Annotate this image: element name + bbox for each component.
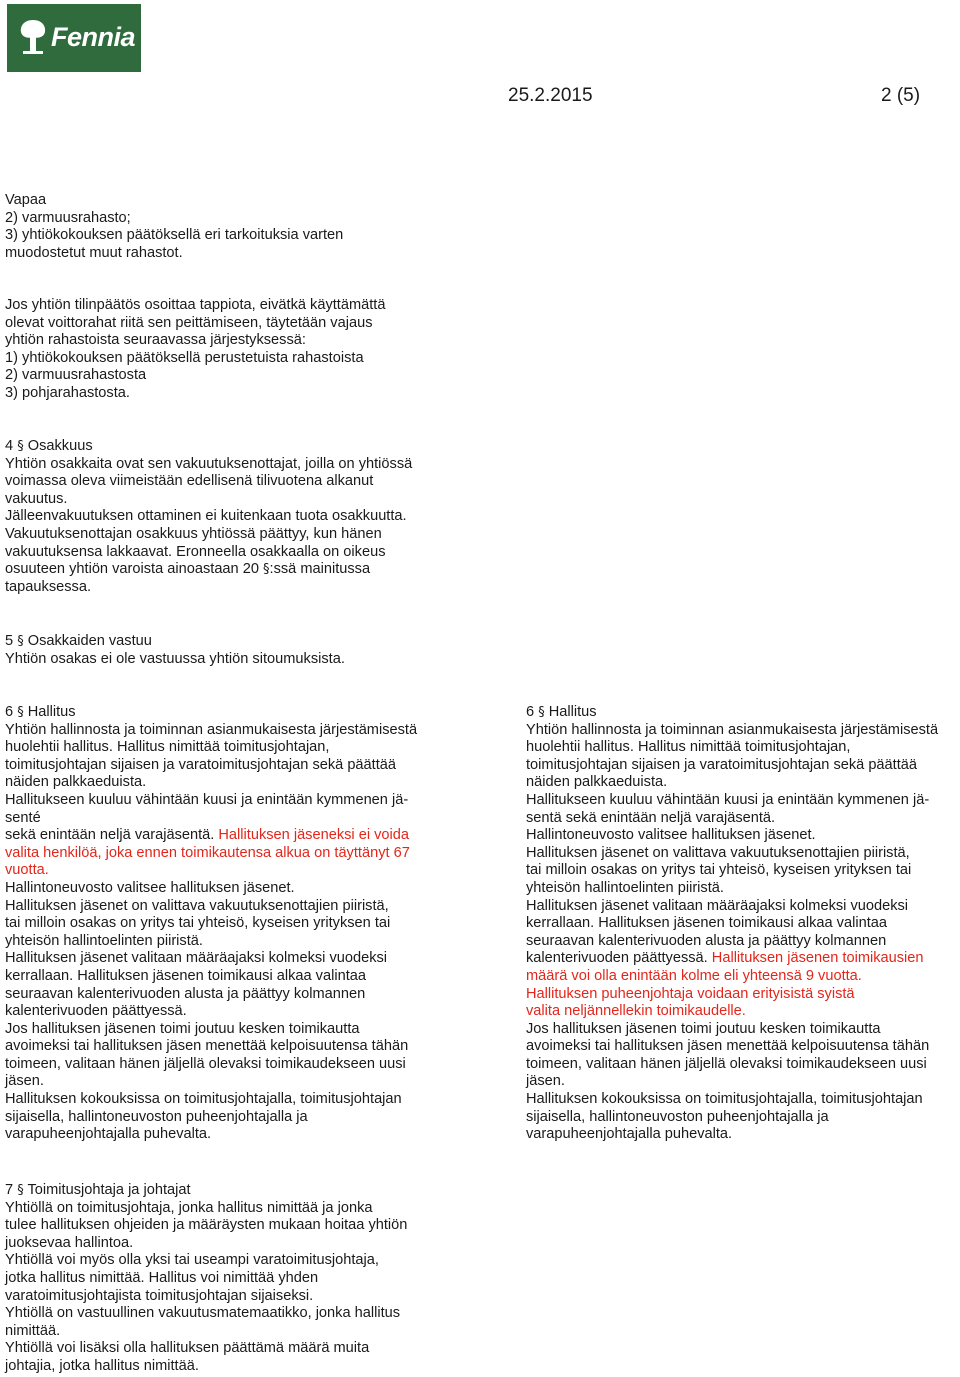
text-line: näiden palkkaeduista. (526, 774, 668, 791)
text-line: toimitusjohtajan sijaisen ja varatoimitusjohtajan sekä päättää (526, 756, 918, 773)
text-line: Jos hallituksen jäsenen toimi joutuu kesken toimikautta (526, 1020, 881, 1037)
text-line: olevat voittorahat riitä sen peittämiseen, täytetään vajaus (5, 314, 373, 331)
text-line: sijaisella, hallintoneuvoston puheenjohtajalla ja (5, 1108, 308, 1125)
text-line: varapuheenjohtajalla puhevalta. (5, 1126, 212, 1143)
text-line: Hallintoneuvosto valitsee hallituksen jäsenet. (526, 827, 816, 844)
text-line: 3) pohjarahastosta. (5, 384, 130, 401)
text-line: sekä enintään neljä varajäsentä. Hallituksen jäseneksi ei voida (5, 827, 410, 844)
page-number: 2 (5) (881, 85, 921, 106)
text-line: avoimeksi tai hallituksen jäsen menettää kelpoisuutensa tähän (526, 1038, 930, 1055)
text-line: toimeen, valitaan hänen jäljellä olevaksi toimikaudekseen uusi (526, 1055, 927, 1072)
text-line: tai milloin osakas on yritys tai yhteisö, kyseisen yrityksen tai (526, 862, 912, 879)
text-line: Hallituksen jäsenet valitaan määräajaksi kolmeksi vuodeksi (5, 950, 388, 967)
text-line: sentä sekä enintään neljä varajäsentä. (526, 809, 776, 826)
text-line: toimeen, valitaan hänen jäljellä olevaksi toimikaudekseen uusi (5, 1055, 406, 1072)
section-sign-icon: § (538, 705, 545, 720)
text-line: kerrallaan. Hallituksen jäsenen toimikausi alkaa valintaa (526, 915, 887, 932)
section-sign-icon: § (263, 562, 270, 578)
text-line: juoksevaa hallintoa. (5, 1234, 134, 1251)
text-line: yhtiön rahastoista seuraavassa järjestyksessä: (5, 332, 306, 349)
text-line: Jälleenvakuutuksen ottaminen ei kuitenkaan tuota osakkuutta. (5, 508, 407, 525)
text-line: 2) varmuusrahasto; (5, 209, 131, 226)
text-line: Jos yhtiön tilinpäätös osoittaa tappiota, eivätkä käyttämättä (5, 297, 386, 313)
section-sign-icon: § (17, 439, 24, 454)
text-line: varatoimitusjohtajista toimitusjohtajan sijaiseksi. (5, 1287, 314, 1304)
text-line: vakuutus. (5, 490, 68, 507)
text-line: avoimeksi tai hallituksen jäsen menettää kelpoisuutensa tähän (5, 1038, 409, 1055)
section-4 (5, 438, 412, 596)
text-line: sijaisella, hallintoneuvoston puheenjohtajalla ja (526, 1108, 829, 1125)
text-line: näiden palkkaeduista. (5, 774, 147, 791)
section-5 (5, 633, 345, 668)
text-line: Hallintoneuvosto valitsee hallituksen jäsenet. (5, 879, 295, 896)
text-line: varapuheenjohtajalla puhevalta. (526, 1126, 733, 1143)
section-7 (5, 1182, 407, 1376)
loss-block (5, 297, 385, 403)
text-line: tulee hallituksen ohjeiden ja määräysten mukaan hoitaa yhtiön (5, 1217, 408, 1234)
amended-text: valita neljännellekin toimikaudelle. (526, 1003, 746, 1020)
section-heading: 4 § Osakkuus (5, 438, 93, 454)
text-line: Vakuutuksenottajan osakkuus yhtiössä päättyy, kun hänen (5, 525, 382, 542)
amended-text: vuotta. (5, 862, 49, 879)
tree-icon (19, 18, 47, 56)
text-line: jotka hallitus nimittää. Hallitus voi nimittää yhden (5, 1269, 319, 1286)
text-line: yhteisön hallintoelinten piiristä. (526, 879, 724, 896)
amended-text: Hallituksen jäsenen toimikausien (711, 950, 924, 967)
text-line: Yhtiön hallinnosta ja toiminnan asianmukaisesta järjestämisestä (5, 721, 418, 738)
amended-text: valita henkilöä, joka ennen toimikautensa alkua on täyttänyt 67 (5, 844, 410, 861)
section-sign-icon: § (17, 1183, 24, 1198)
text-line: Hallituksen kokouksissa on toimitusjohtajalla, toimitusjohtajan (526, 1091, 923, 1108)
text-line: toimitusjohtajan sijaisen ja varatoimitusjohtajan sekä päättää (5, 756, 397, 773)
text-line: Vapaa (5, 192, 47, 208)
text-line: Hallituksen jäsenet on valittava vakuutuksenottajien piiristä, (5, 897, 389, 914)
text-line: Yhtiöllä voi lisäksi olla hallituksen päättämä määrä muita (5, 1340, 370, 1357)
text-line: tai milloin osakas on yritys tai yhteisö, kyseisen yrityksen tai (5, 915, 391, 932)
text-line: muodostetut muut rahastot. (5, 244, 183, 261)
text-line: Yhtiön osakkaita ovat sen vakuutuksenottajat, joilla on yhtiössä (5, 455, 413, 472)
text-line: Yhtiön hallinnosta ja toiminnan asianmukaisesta järjestämisestä (526, 721, 939, 738)
text-line: tapauksessa. (5, 578, 91, 595)
text-line: jäsen. (526, 1073, 565, 1090)
amended-text: Hallituksen puheenjohtaja voidaan erityisistä syistä (526, 985, 855, 1002)
text-line: Hallituksen jäsenet on valittava vakuutuksenottajien piiristä, (526, 844, 910, 861)
fennia-logo (7, 4, 141, 72)
text-line: johtajia, jotka hallitus nimittää. (5, 1357, 199, 1374)
text-line: Yhtiöllä on vastuullinen vakuutusmatemaatikko, jonka hallitus (5, 1305, 401, 1322)
section-sign-icon: § (17, 634, 24, 649)
text-line: osuuteen yhtiön varoista ainoastaan 20 §:ssä mainitussa (5, 561, 371, 578)
section-6-left (5, 704, 417, 1144)
text-line: Hallitukseen kuuluu vähintään kuusi ja enintään kymmenen jä- (5, 791, 409, 808)
text-line: Yhtiön osakas ei ole vastuussa yhtiön sitoumuksista. (5, 650, 345, 667)
text-line: Jos hallituksen jäsenen toimi joutuu kesken toimikautta (5, 1020, 360, 1037)
text-line: Hallituksen kokouksissa on toimitusjohtajalla, toimitusjohtajan (5, 1091, 402, 1108)
section-heading: 6 § Hallitus (526, 704, 597, 720)
text-line: seuraavan kalenterivuoden alusta ja päättyy kolmannen (5, 985, 366, 1002)
text-line: voimassa oleva viimeistään edellisenä tilivuotena alkanut (5, 473, 374, 490)
text-line: yhteisön hallintoelinten piiristä. (5, 932, 203, 949)
document-date: 25.2.2015 (508, 85, 593, 106)
logo-wordmark: Fennia (51, 22, 136, 52)
text-line: 2) varmuusrahastosta (5, 367, 147, 384)
text-line: vakuutuksensa lakkaavat. Eronneella osakkaalla on oikeus (5, 543, 386, 560)
text-line: Yhtiöllä voi myös olla yksi tai useampi varatoimitusjohtaja, (5, 1252, 379, 1269)
text-line: Hallituksen jäsenet valitaan määräajaksi kolmeksi vuodeksi (526, 897, 909, 914)
text-line: huolehtii hallitus. Hallitus nimittää toimitusjohtajan, (5, 739, 330, 756)
text-line: seuraavan kalenterivuoden alusta ja päättyy kolmannen (526, 932, 887, 949)
text-line: nimittää. (5, 1322, 61, 1339)
text-line: 1) yhtiökokouksen päätöksellä perustetuista rahastoista (5, 349, 364, 366)
section-heading: 6 § Hallitus (5, 704, 76, 720)
text-line: kerrallaan. Hallituksen jäsenen toimikausi alkaa valintaa (5, 967, 366, 984)
text-line: 3) yhtiökokouksen päätöksellä eri tarkoituksia varten (5, 227, 344, 244)
section-heading: 7 § Toimitusjohtaja ja johtajat (5, 1182, 191, 1198)
text-line: senté (5, 809, 41, 826)
section-sign-icon: § (17, 705, 24, 720)
text-line: Hallitukseen kuuluu vähintään kuusi ja enintään kymmenen jä- (526, 791, 930, 808)
section-heading: 5 § Osakkaiden vastuu (5, 633, 152, 649)
intro-block (5, 192, 343, 262)
section-6-right (526, 704, 938, 1144)
text-line: Yhtiöllä on toimitusjohtaja, jonka hallitus nimittää ja jonka (5, 1199, 373, 1216)
text-line: huolehtii hallitus. Hallitus nimittää toimitusjohtajan, (526, 739, 851, 756)
text-line: kalenterivuoden päättyessä. (5, 1003, 187, 1020)
text-line: jäsen. (5, 1073, 44, 1090)
amended-text: määrä voi olla enintään kolme eli yhteensä 9 vuotta. (526, 967, 862, 984)
text-line: kalenterivuoden päättyessä. Hallituksen jäsenen toimikausien (526, 950, 924, 967)
amended-text: Hallituksen jäseneksi ei voida (218, 827, 410, 844)
